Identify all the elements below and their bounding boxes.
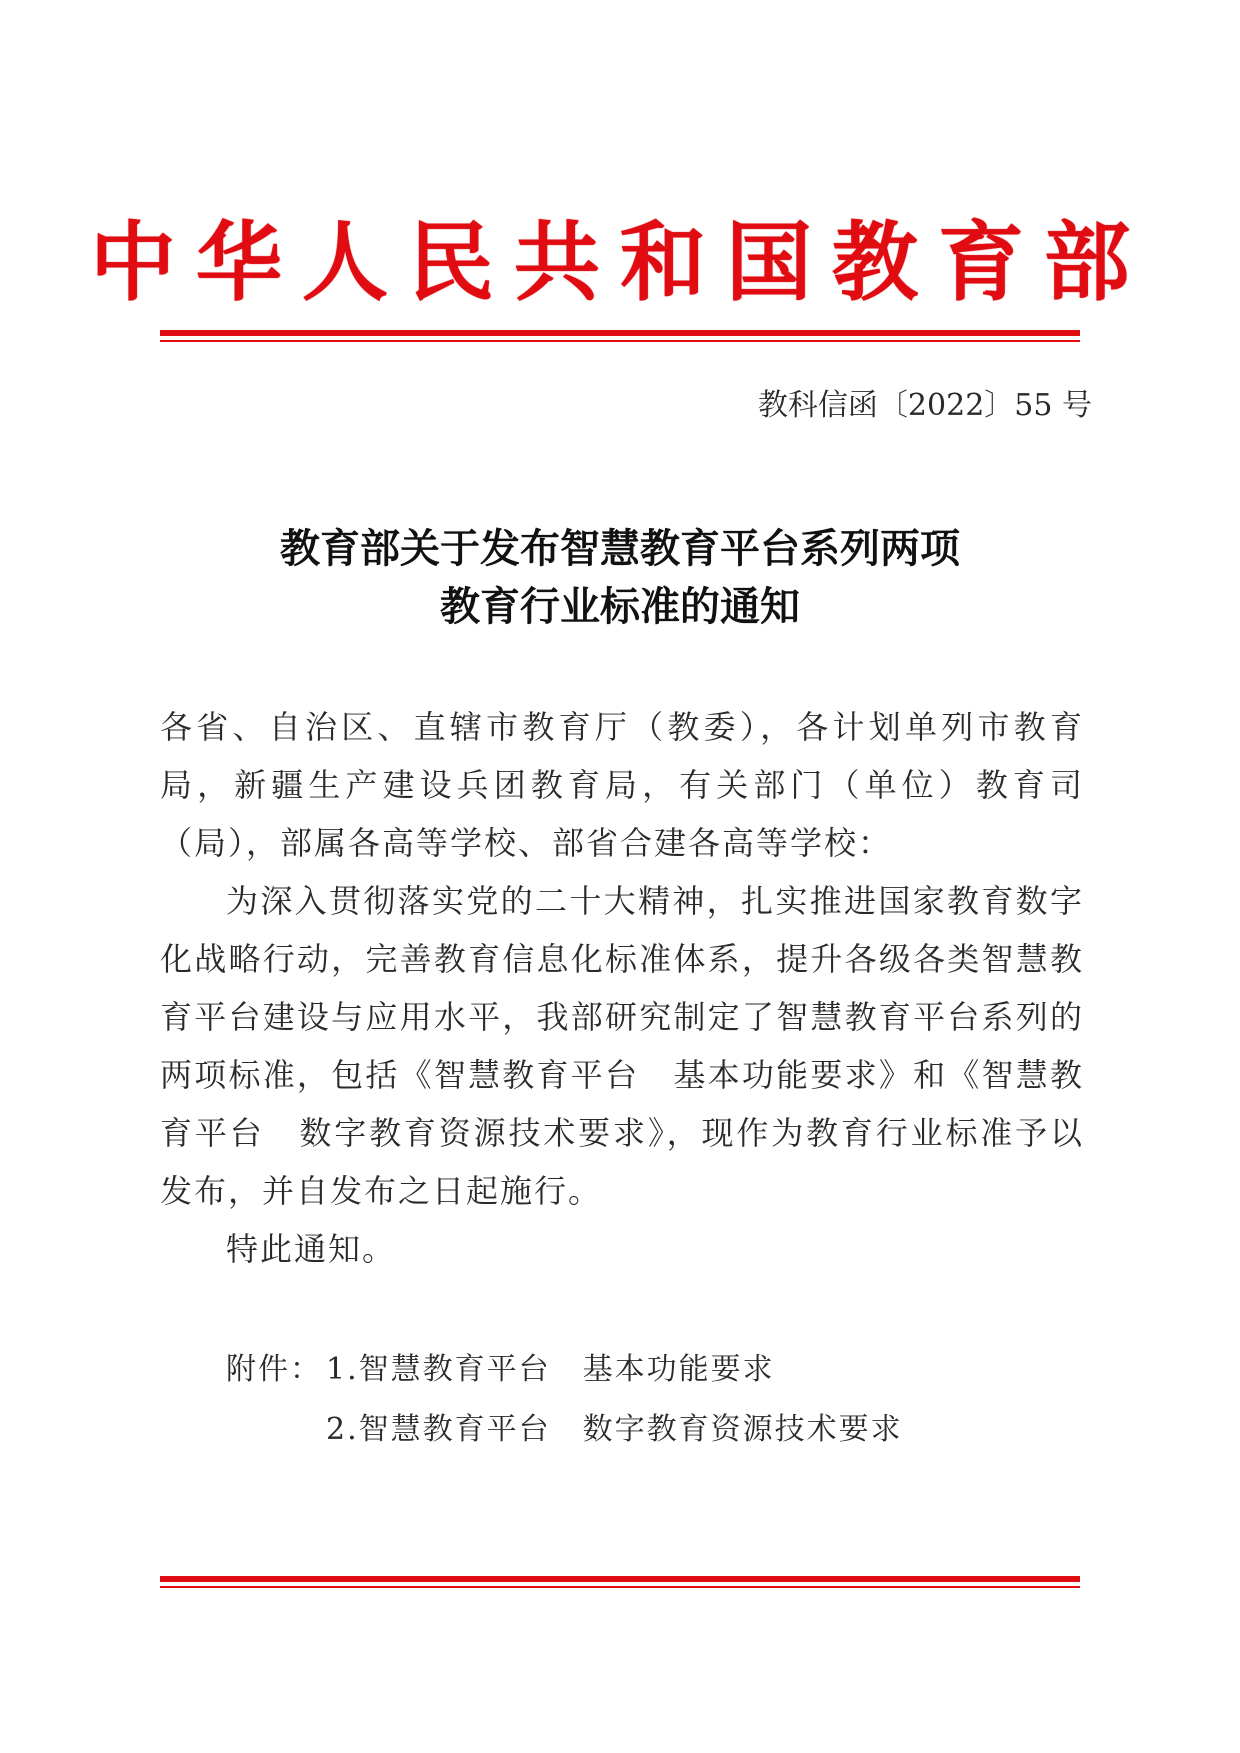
- closing-line: 特此通知。: [226, 1230, 397, 1268]
- letterhead-org-name: 中华人民共和国教育部: [90, 212, 1150, 313]
- document-title-line-1: 教育部关于发布智慧教育平台系列两项: [280, 525, 960, 572]
- letterhead-red-rule-thin: [160, 340, 1080, 342]
- attachment-item: 2.智慧教育平台 数字教育资源技术要求: [326, 1412, 903, 1447]
- document-body: [160, 698, 1084, 1278]
- body-paragraph: 为深入贯彻落实党的二十大精神，扎实推进国家教育数字化战略行动，完善教育信息化标准体系，提升各级各类智慧教育平台建设与应用水平，我部研究制定了智慧教育平台系列的两项标准，包括《智慧教育平台 基本功能要求》和《智慧教育平台 数字教育资源技术要求》，现作为教育行业标准予以发布，并自发布之日起施行。: [160, 882, 1084, 1210]
- attachments-label: 附件：: [226, 1352, 322, 1387]
- document-title-line-2: 教育行业标准的通知: [440, 583, 800, 630]
- document-number: 教科信函〔2022〕55 号: [757, 388, 1092, 423]
- attachment-row-2: [226, 1400, 903, 1460]
- attachments-label-spacer: [226, 1400, 326, 1460]
- footer-red-rule-thin: [160, 1586, 1080, 1588]
- attachment-item: 1.智慧教育平台 基本功能要求: [326, 1352, 775, 1387]
- attachment-row-1: [226, 1340, 903, 1400]
- attachments-section: [226, 1340, 903, 1460]
- document-title: [160, 520, 1080, 636]
- letterhead-red-rule-thick: [160, 330, 1080, 336]
- salutation: 各省、自治区、直辖市教育厅（教委），各计划单列市教育局，新疆生产建设兵团教育局，有关部门（单位）教育司（局），部属各高等学校、部省合建各高等学校：: [160, 708, 1084, 862]
- footer-red-rule-thick: [160, 1576, 1080, 1582]
